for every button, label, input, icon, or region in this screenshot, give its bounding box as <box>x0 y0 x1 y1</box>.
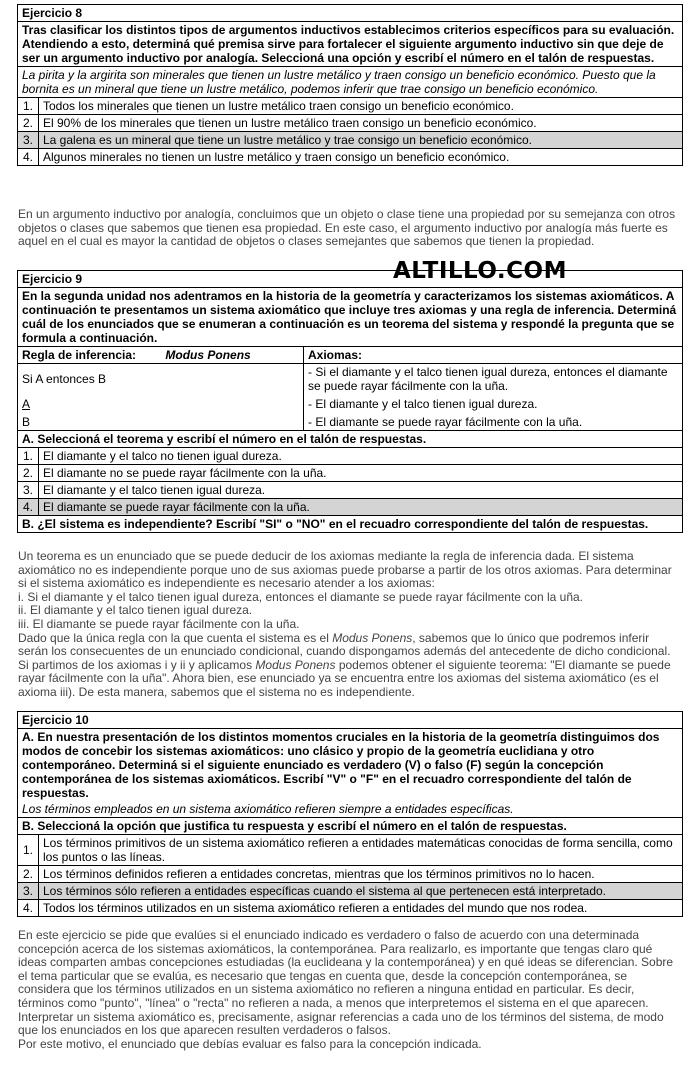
option-number: 2. <box>18 115 39 131</box>
exercise-10-explanation <box>18 929 682 1051</box>
axioms-list <box>304 364 682 430</box>
exercise-10-option-2[interactable] <box>18 865 682 882</box>
option-number: 3. <box>18 883 39 899</box>
exercise-9-explanation <box>18 550 682 700</box>
exercise-8-argument: La pirita y la argirita son minerales que tienen un lustre metálico y traen consigo un beneficio económico. Puesto que la bornita es un mineral que tiene un lustre metálico, podemos inferir que trae consigo un beneficio económico. <box>18 66 682 97</box>
rule-name: Modus Ponens <box>165 348 251 362</box>
option-text: El diamante no se puede rayar fácilmente con la uña. <box>43 466 327 480</box>
exercise-9-title: Ejercicio 9 <box>22 272 83 286</box>
explanation-axiom-i: i. Si el diamante y el talco tienen igual dureza, entonces el diamante se puede rayar fácilmente con la uña. <box>18 589 584 604</box>
explanation-text: Dado que la única regla con la que cuenta el sistema es el <box>18 630 333 645</box>
explanation-conclusion: Por este motivo, el enunciado que debías evaluar es falso para la concepción indicada. <box>18 1036 482 1051</box>
exercise-8-option-4[interactable] <box>18 148 682 165</box>
exercise-10-option-4[interactable] <box>18 899 682 916</box>
exercise-10-part-b: B. Seleccioná la opción que justifica tu respuesta y escribí el número en el talón de respuestas. <box>18 817 682 834</box>
exercise-8-option-2[interactable] <box>18 114 682 131</box>
axiom-3: - El diamante se puede rayar fácilmente con la uña. <box>308 415 583 429</box>
option-text: El 90% de los minerales que tienen un lustre metálico traen consigo un beneficio económico. <box>43 116 537 130</box>
exercise-9-part-b: B. ¿El sistema es independiente? Escribí "SI" o "NO" en el recuadro correspondiente del talón de respuestas. <box>18 515 682 532</box>
exercise-8-title: Ejercicio 8 <box>22 6 83 20</box>
option-text: La galena es un mineral que tiene un lustre metálico y trae consigo un beneficio económico. <box>43 133 532 147</box>
option-text: Todos los términos utilizados en un sistema axiomático refieren a entidades del mundo que nos rodea. <box>43 901 588 915</box>
option-number: 4. <box>18 900 39 916</box>
exercise-9-box <box>17 270 683 533</box>
exercise-9-option-4-selected[interactable] <box>18 498 682 515</box>
exercise-10-option-3-selected[interactable] <box>18 882 682 899</box>
option-number: 3. <box>18 482 39 498</box>
rule-line-conditional: Si A entonces B <box>22 372 107 386</box>
axioms-header: Axiomas: <box>308 348 363 362</box>
explanation-text: , sabemos que lo único que podremos inferir serán los consecuentes de un enunciado condicional, cuando dispongamos además del antecedente de dicho condicional. Si partimos de los axiomas i y ii y aplicamos <box>18 630 671 672</box>
altillo-logo: ALTILLO.COM <box>393 258 567 284</box>
explanation-axiom-ii: ii. El diamante y el talco tienen igual dureza. <box>18 603 253 618</box>
exercise-8-box <box>17 4 683 166</box>
rule-line-consequent: B <box>22 415 31 429</box>
rule-header-label: Regla de inferencia: <box>22 348 137 362</box>
exercise-10-part-a: A. En nuestra presentación de los distintos momentos cruciales en la historia de la geometría distinguimos dos modos de concebir los sistemas axiomáticos: uno clásico y propio de la geometría euclidiana y otro contemporáneo. Determiná si el siguiente enunciado es verdadero (V) o falso (F) según la concepción contemporánea de los sistemas axiomáticos. Escribí "V" o "F" en el recuadro correspondiente del talón de respuestas. <box>18 728 682 801</box>
exercise-9-option-2[interactable] <box>18 464 682 481</box>
option-text: Todos los minerales que tienen un lustre metálico traen consigo un beneficio económico. <box>43 99 514 113</box>
rule-header <box>18 347 304 363</box>
exercise-10-statement: Los términos empleados en un sistema axiomático refieren siempre a entidades específicas. <box>22 802 514 816</box>
option-number: 2. <box>18 866 39 882</box>
explanation-axiom-iii: iii. El diamante se puede rayar fácilmente con la uña. <box>18 616 300 631</box>
axiom-2: - El diamante y el talco tienen igual dureza. <box>308 397 538 411</box>
exercise-10-title: Ejercicio 10 <box>22 713 89 727</box>
exercise-10-option-1[interactable] <box>18 834 682 865</box>
exercise-9-part-a: A. Seleccioná el teorema y escribí el número en el talón de respuestas. <box>18 430 682 447</box>
explanation-paragraph: En un argumento inductivo por analogía, concluimos que un objeto o clase tiene una propiedad por su semejanza con otros objetos o clases que sabemos que tienen esa propiedad. En este caso, el argumento inductivo por analogía más fuerte es aquel en el cual es mayor la cantidad de objetos o clases semejantes que sabemos que tienen la propiedad. <box>18 207 676 249</box>
explanation-paragraph: En este ejercicio se pide que evalúes si el enunciado indicado es verdadero o falso de acuerdo con una determinada concepción acerca de los sistemas axiomáticos, la contemporánea. Para realizarlo, es importante que tengas claro qué ideas comparten ambas concepciones estudiadas (la euclideana y la contemporánea) y en qué ideas se diferencian. Sobre el tema particular que se evalúa, es necesario que tengas en cuenta que, desde la concepción contemporánea, se considera que los términos utilizados en un sistema axiomático no refieren a ninguna entidad en particular. Es decir, términos como "punto", "línea" o "recta" no refieren a nada, a menos que interpretemos el sistema en el que aparecen. Interpretar un sistema axiomático es, precisamente, asignar referencias a cada uno de los términos del sistema, de modo que los enunciados en los que aparecen resulten verdaderos o falsos. <box>18 928 674 1038</box>
option-text: Algunos minerales no tienen un lustre metálico y traen consigo un beneficio económico. <box>43 150 510 164</box>
exercise-10-box <box>17 711 683 917</box>
exercise-8-option-1[interactable] <box>18 97 682 114</box>
option-text: El diamante se puede rayar fácilmente con la uña. <box>43 500 310 514</box>
axiomatic-table-header <box>18 346 682 363</box>
exercise-9-prompt: En la segunda unidad nos adentramos en la historia de la geometría y caracterizamos los sistemas axiomáticos. A continuación te presentamos un sistema axiomático que incluye tres axiomas y una regla de inferencia. Determiná cuál de los enunciados que se enumeran a continuación es un teorema del sistema y respondé la pregunta que se formula a continuación. <box>18 287 682 346</box>
option-number: 1. <box>18 98 39 114</box>
option-text: Los términos primitivos de un sistema axiomático refieren a entidades matemáticas conocidas de forma sencilla, como los puntos o las líneas. <box>43 836 673 864</box>
explanation-modus-ponens: Modus Ponens <box>255 657 336 672</box>
axiom-1: - Si el diamante y el talco tienen igual dureza, entonces el diamante se puede rayar fácilmente con la uña. <box>308 365 668 393</box>
option-text: Los términos definidos refieren a entidades concretas, mientras que los términos primitivos no lo hacen. <box>43 867 595 881</box>
option-number: 4. <box>18 149 39 165</box>
option-number: 1. <box>18 448 39 464</box>
option-text: El diamante y el talco tienen igual dureza. <box>43 483 266 497</box>
exercise-8-explanation <box>18 208 682 249</box>
explanation-text: podemos obtener el siguiente teorema: "El diamante se puede rayar fácilmente con la uña". Ahora bien, ese enunciado ya se encuentra entre los axiomas del sistema axiomático (es el axioma iii). De esta manera, sabemos que el sistema no es independiente. <box>18 657 671 699</box>
rule-line-antecedent: A <box>22 397 31 411</box>
option-text: Los términos sólo refieren a entidades específicas cuando el sistema al que pertenecen está interpretado. <box>43 884 607 898</box>
option-number: 3. <box>18 132 39 148</box>
explanation-paragraph: Un teorema es un enunciado que se puede deducir de los axiomas mediante la regla de inferencia dada. El sistema axiomático no es independiente porque uno de sus axiomas puede probarse a partir de los otros axiomas. Para determinar si el sistema axiomático es independiente es necesario atender a los axiomas: <box>18 549 672 591</box>
exercise-8-option-3-selected[interactable] <box>18 131 682 148</box>
explanation-paragraph-2 <box>18 632 682 700</box>
option-number: 4. <box>18 499 39 515</box>
explanation-modus-ponens: Modus Ponens <box>332 630 413 645</box>
option-number: 1. <box>18 835 39 865</box>
rule-lines <box>18 364 304 430</box>
exercise-9-option-3[interactable] <box>18 481 682 498</box>
option-number: 2. <box>18 465 39 481</box>
axiomatic-table-body <box>18 363 682 430</box>
exercise-9-option-1[interactable] <box>18 447 682 464</box>
exercise-8-prompt: Tras clasificar los distintos tipos de argumentos inductivos establecimos criterios específicos para su evaluación. Atendiendo a esto, determiná qué premisa sirve para fortalecer el siguiente argumento inductivo sin que deje de ser un argumento inductivo por analogía. Seleccioná una opción y escribí el número en el talón de respuestas. <box>18 21 682 66</box>
option-text: El diamante y el talco no tienen igual dureza. <box>43 449 282 463</box>
